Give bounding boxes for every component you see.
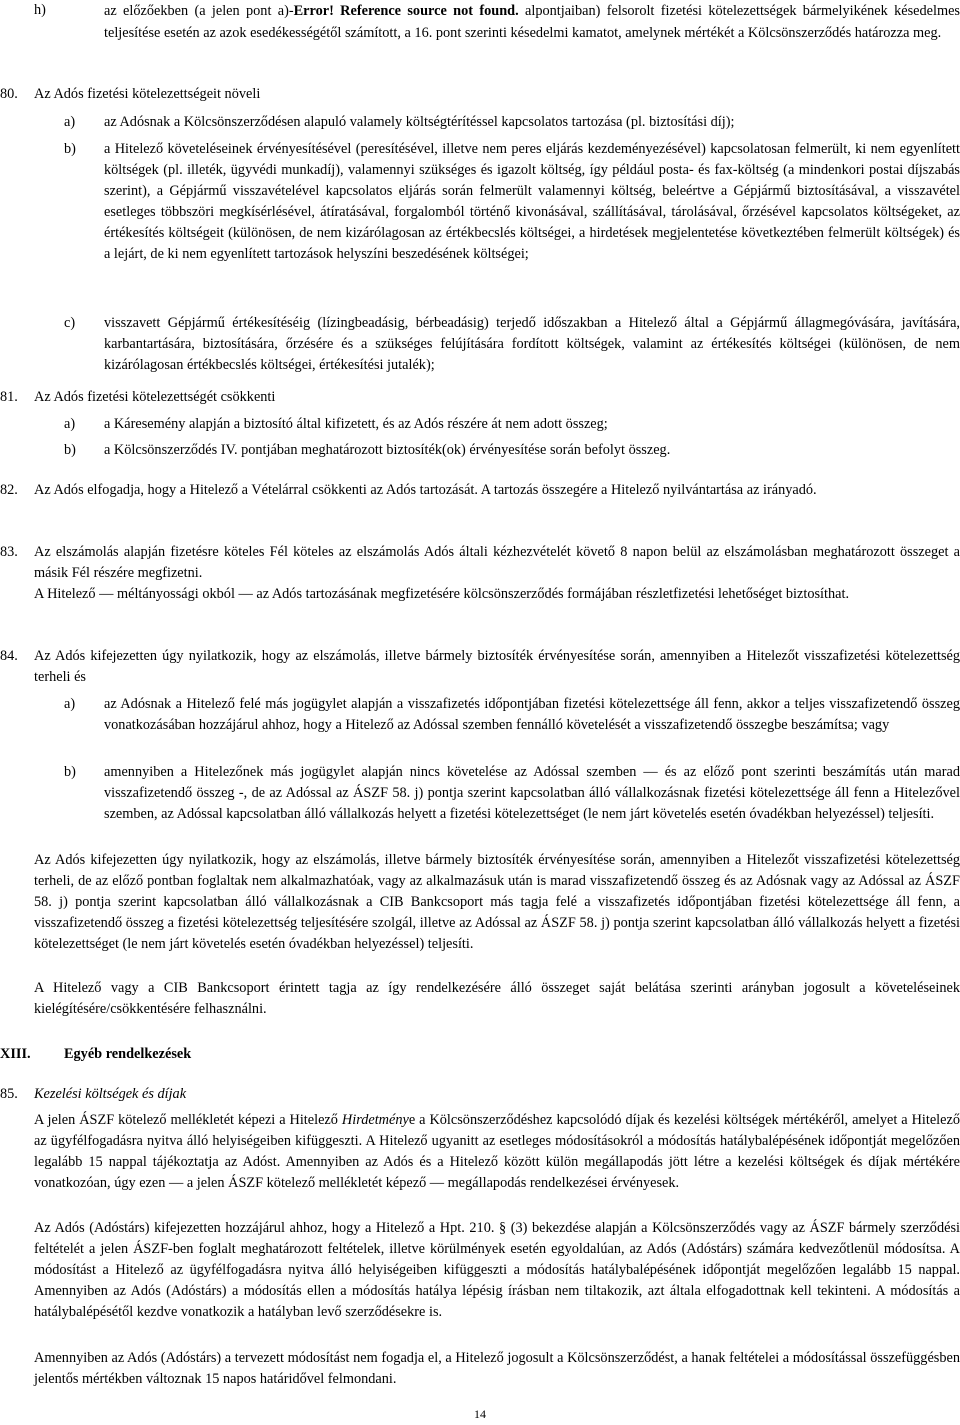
section-84: 84. Az Adós kifejezetten úgy nyilatkozik, hogy az elszámolás, illetve bármely biztosíték érvényesítése során, amennyiben a Hitelezőt visszafizetési kötelezettség terheli és — [0, 648, 960, 685]
section-number: 80. — [0, 86, 18, 102]
list-item-80a: a) az Adósnak a Kölcsönszerződésen alapuló valamely költségtérítéssel kapcsolatos tartozása (pl. biztosítási díj); — [64, 114, 735, 130]
section-84-paragraph-3: A Hitelező vagy a CIB Bankcsoport érintett tagja az így rendelkezésére álló összeget saját belátása szerinti arányban jogosult a követeléseinek kielégítésére/csökkentésére felhasználni. — [34, 980, 960, 1017]
section-80-heading — [0, 84, 960, 105]
section-85-paragraph-2: Az Adós (Adóstárs) kifejezetten hozzájárul ahhoz, hogy a Hitelező a Hpt. 210. § (3) bekezdése alapján a Kölcsönszerződés vagy az ÁSZF bármely szerződési feltételét a jelen ÁSZF-ben foglalt meghatározott feltételek, illetve körülmények esetén egyoldalúan, az Adós (Adóstárs) számára kedvezőtlenül módosítsa. A módosítást a Hitelező az ügyfélfogadásra nyitva álló helyiségeiben kifüggeszti a módosítás hatálybalépésének időpontját megelőzően legalább 15 nappal. Amennyiben az Adós (Adóstárs) a módosítás ellen a módosítás hatálya lépésig írásban nem tiltakozik, azt általa elfogadottnak kell tekinteni. A módosítás a hatálybalépésétől kezdve vonatkozik a hatályban levő szerződésekre is. — [34, 1220, 960, 1320]
section-81-heading: 81. Az Adós fizetési kötelezettségét csökkenti — [0, 389, 276, 405]
list-item-h — [34, 0, 960, 44]
item-label: h) — [34, 2, 46, 18]
item-text: az előzőekben (a jelen pont a)-Error! Reference source not found. alpontjaiban) felsorolt fizetési kötelezettségek bármelyikének késedelmes teljesítése esetén az azok esedékességétől számított, a 16. pont szerinti késedelmi kamatot, amelynek mértékét a Kölcsönszerződés határozza meg. — [104, 3, 960, 41]
chapter-title: Egyéb rendelkezések — [64, 1046, 192, 1062]
section-85-heading: 85. Kezelési költségek és díjak — [0, 1084, 960, 1105]
section-85-paragraph-1: A jelen ÁSZF kötelező mellékletét képezi a Hitelező Hirdetménye a Kölcsönszerződéshez kapcsolódó díjak és kezelési költségek mértékéről, amelyet a Hitelező az ügyfélfogadásra nyitva álló helyiségeiben kifüggeszti. A Hitelező ugyanitt az esetleges módosításokról a módosítás hatálybalépésének időpontját megelőzően legalább 15 nappal tájékoztatja az Adóst. Amennyiben az Adós és a Hitelező között külön megállapodás jött létre a kezelési költségek és díjak mértékére vonatkozóan, úgy ezen — a jelen ÁSZF kötelező mellékletét képező — megállapodás rendelkezései érvényesek. — [34, 1112, 960, 1191]
chapter-number: XIII. — [0, 1046, 31, 1062]
list-item-80b: b) a Hitelező követeléseinek érvényesítésével (peresítésével, illetve nem peres eljárás kezdeményezésével) kapcsolatosan felmerült, ki nem egyenlített költségek (pl. illeték, ügyvédi munkadíj), valamennyi szükséges és igazolt költség, így például posta- és fax-költség (a mindenkori postai díjszabás szerint), a Gépjármű visszavételével kapcsolatos eljárás során felmerült valamennyi költség, beleértve a Gépjármű biztosításával, a visszavétel esetleges többszöri megkísérlésével, átíratásával, forgalomból történő kivonásával, szállításával, tárolásával, őrzésével kapcsolatos költségeket, az értékesítés költségeit (különösen, de nem kizárólagosan az értékbecslés költségei, a hirdetések megjelentetése következtében felmerült költségek) és a lejárt, de ki nem egyenlített tartozások helyszíni beszedésének költségei; — [64, 141, 960, 262]
list-item-84a: a) az Adósnak a Hitelező felé más jogügylet alapján a visszafizetés időpontjában fizetési kötelezettsége áll fenn, akkor a teljes visszafizetendő összeg vonatkozásában hozzájárul ahhoz, hogy a Hitelező az Adóssal szemben fennálló követelését a visszafizetendő összegbe beszámítsa; vagy — [64, 696, 960, 733]
reference-error: Error! Reference source not found. — [293, 3, 519, 19]
page-number: 14 — [474, 1407, 486, 1421]
section-85-paragraph-3: Amennyiben az Adós (Adóstárs) a tervezett módosítást nem fogadja el, a Hitelező jogosult a Kölcsönszerződést, a hanak feltételei a módosítással összefüggésben jelentős mértékben változnak 15 napos határidővel felmondani. — [34, 1350, 960, 1387]
section-84-paragraph-2: Az Adós kifejezetten úgy nyilatkozik, hogy az elszámolás, illetve bármely biztosíték érvényesítése során, amennyiben a Hitelezőt visszafizetési kötelezettség terheli, de az előző pontban foglaltak nem alkalmazhatóak, vagy az alkalmazásuk után is marad visszafizetendő összeg és az Adósnak vagy az Adóssal az ÁSZF 58. j) pontja szerint kapcsolatban álló vállalkozásnak a CIB Bankcsoport más tagja felé a visszafizetés időpontjában fizetési kötelezettsége áll fenn, a visszafizetendő összeg a fizetési kötelezettség teljesítésére szolgál, illetve az Adóssal az ÁSZF 58. j) pontja szerint kapcsolatban álló vállalkozás helyett a fizetési kötelezettséget (le nem járt követelés esetén óvadékban helyezéssel) teljesíti. — [34, 852, 960, 952]
list-item-84b: b) amennyiben a Hitelezőnek más jogügylet alapján nincs követelése az Adóssal szemben — és az előző pont szerinti beszámítás után marad visszafizetendő összeg -, de az Adóssal az ÁSZF 58. j) pontja szerint kapcsolatban álló vállalkozásnak fizetési kötelezettsége áll fenn a Hitelezővel szemben, az Adóssal kapcsolatban álló vállalkozás helyett a fizetési kötelezettséget (le nem járt követelés esetén óvadékban helyezéssel) teljesíti. — [64, 764, 960, 822]
section-83: 83. Az elszámolás alapján fizetésre köteles Fél köteles az elszámolás Adós általi kézhezvételét követő 8 napon belül az elszámolásban meghatározott összeget a másik Fél részére megfizetni. — [0, 544, 960, 581]
list-item-81b: b) a Kölcsönszerződés IV. pontjában meghatározott biztosíték(ok) érvényesítése során befolyt összeg. — [64, 442, 671, 458]
list-item-80c: c) visszavett Gépjármű értékesítéséig (lízingbeadásig, bérbeadásig) terjedő időszakban a Hitelező által a Gépjármű állagmegóvására, javítására, karbantartására, biztosítására, őrzésére és a szükséges felújítására fordított költségek, valamint az értékesítés költségei (különösen, de nem kizárólagosan értékbecslés költségei, értékesítési jutalék); — [64, 315, 960, 373]
section-82: 82. Az Adós elfogadja, hogy a Hitelező a Vételárral csökkenti az Adós tartozását. A tartozás összegére a Hitelező nyilvántartása az irányadó. — [0, 482, 817, 498]
list-item-81a: a) a Káresemény alapján a biztosító által kifizetett, és az Adós részére át nem adott összeg; — [64, 416, 608, 432]
section-title: Az Adós fizetési kötelezettségeit növeli — [34, 86, 261, 102]
section-title: Kezelési költségek és díjak — [34, 1086, 187, 1102]
section-83-paragraph: A Hitelező — méltányossági okból — az Adós tartozásának megfizetésére kölcsönszerződés formájában részletfizetési lehetőséget biztosíthat. — [34, 586, 850, 602]
